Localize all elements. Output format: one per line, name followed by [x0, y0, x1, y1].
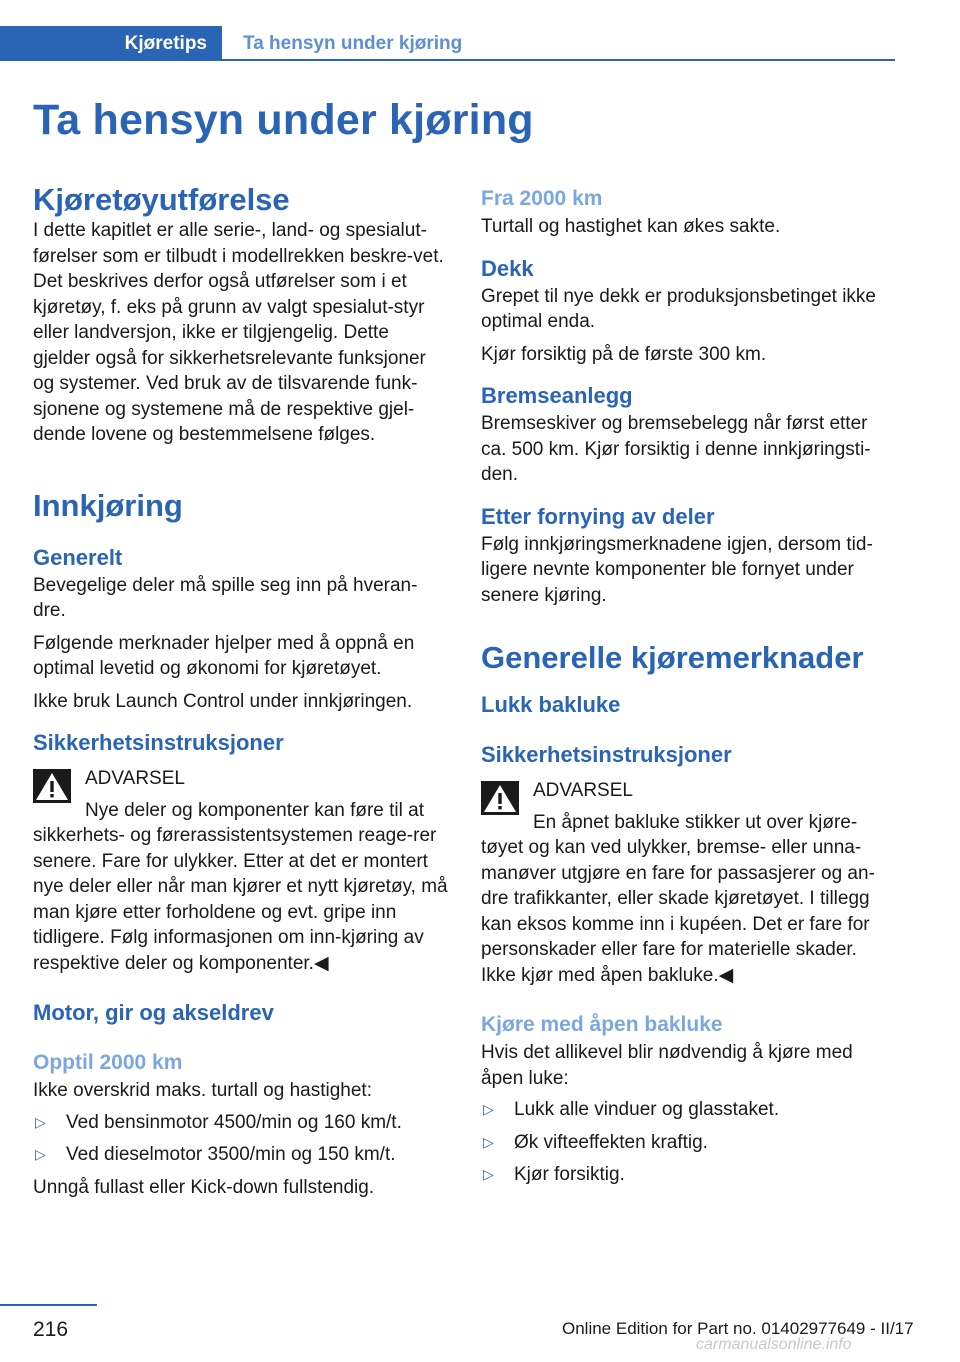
paragraph: Ikke overskrid maks. turtall og hastighet: — [33, 1080, 372, 1101]
subheading-opptil: Opptil 2000 km — [33, 1051, 183, 1074]
paragraph: Ikke bruk Launch Control under innkjøringen. — [33, 690, 413, 712]
paragraph: Kjør forsiktig på de første 300 km. — [481, 343, 767, 365]
chapter-tab[interactable]: Kjøretips — [0, 26, 222, 61]
footer-divider — [0, 1304, 97, 1306]
warning-block — [481, 778, 896, 988]
subheading-kjore-apen: Kjøre med åpen bakluke — [481, 1013, 723, 1036]
bullet-triangle-icon: ▷ — [35, 1146, 46, 1162]
header-bar — [0, 26, 895, 61]
online-edition-note: Online Edition for Part no. 01402977649 - II/17 — [562, 1319, 914, 1338]
subheading-generelt: Generelt — [33, 544, 123, 570]
warning-block — [33, 766, 448, 976]
paragraph: Turtall og hastighet kan økes sakte. — [481, 216, 781, 237]
bullet-list — [481, 1097, 896, 1188]
list-item: ▷ Ved bensinmotor 4500/min og 160 km/t. — [33, 1110, 448, 1136]
subheading-etter-fornying: Etter fornying av deler — [481, 503, 715, 529]
section-heading-innkjoring: Innkjøring — [33, 487, 183, 523]
paragraph: Grepet til nye dekk er produksjonsbetinget ikke optimal enda. — [481, 285, 876, 332]
subheading-bremseanlegg: Bremseanlegg — [481, 383, 633, 408]
warning-title: ADVARSEL — [533, 780, 633, 801]
bullet-triangle-icon: ▷ — [35, 1113, 46, 1130]
page-number: 216 — [33, 1318, 69, 1341]
list-item: ▷ Lukk alle vinduer og glasstaket. — [481, 1097, 896, 1123]
section-tab[interactable]: Ta hensyn under kjøring — [243, 32, 463, 54]
warning-triangle-icon — [33, 769, 71, 803]
paragraph: Følg innkjøringsmerknadene igjen, dersom tid-ligere nevnte komponenter ble fornyet under senere kjøring. — [481, 533, 873, 606]
paragraph: I dette kapitlet er alle serie-, land- og spesialut-førelser som er tilbudt i modellrekken beskre-vet. Det beskrives derfor også utførelser som i et kjøretøy, f. eks på grunn av valgt spesialut-styr eller landversjon, ikke er tilgjengelig. Dette gjelder også for sikkerhetsrelevante funksjoner og systemer. Ved bruk av de tilsvarende funk-sjonene og systemene må de respektive gjel-dende lovene og bestemmelsene følges. — [33, 220, 444, 445]
paragraph: Bevegelige deler må spille seg inn på hveran-dre. — [33, 574, 418, 621]
list-item: ▷ Ved dieselmotor 3500/min og 150 km/t. — [33, 1142, 448, 1168]
paragraph: Hvis det allikevel blir nødvendig å kjøre med åpen luke: — [481, 1042, 853, 1089]
subheading-safety: Sikkerhetsinstruksjoner — [33, 730, 284, 755]
subheading-fra: Fra 2000 km — [481, 187, 603, 210]
right-column — [481, 180, 896, 1195]
paragraph: Unngå fullast eller Kick-down fullstendig. — [33, 1176, 375, 1198]
warning-text-first-line: En åpnet bakluke stikker ut over kjøre- — [533, 811, 858, 833]
list-item: ▷ Kjør forsiktig. — [481, 1162, 896, 1188]
bullet-list — [33, 1110, 448, 1168]
warning-title: ADVARSEL — [85, 768, 185, 789]
list-item: ▷ Øk vifteeffekten kraftig. — [481, 1130, 896, 1156]
bullet-triangle-icon: ▷ — [483, 1133, 494, 1150]
page-title: Ta hensyn under kjøring — [33, 96, 534, 144]
subheading-lukk-bakluke: Lukk bakluke — [481, 692, 621, 717]
subheading-dekk: Dekk — [481, 255, 534, 281]
paragraph: Følgende merknader hjelper med å oppnå en optimal levetid og økonomi for kjøretøyet. — [33, 632, 415, 679]
warning-text-first-line: Nye deler og komponenter kan føre til at — [85, 799, 425, 821]
left-column — [33, 180, 448, 1200]
warning-text: sikkerhets- og førerassistentsystemen reage-rer senere. Fare for ulykker. Etter at det er montert nye deler eller når man kjører et nytt kjøretøy, må man kjøre etter forholdene og evt. gripe inn tidligere. Følg informasjonen om inn-kjøring av respektive deler og komponenter.◀ — [33, 825, 448, 974]
bullet-triangle-icon: ▷ — [483, 1101, 494, 1117]
subheading-motor: Motor, gir og akseldrev — [33, 1000, 274, 1025]
bullet-triangle-icon: ▷ — [483, 1166, 494, 1182]
warning-text: tøyet og kan ved ulykker, bremse- eller unna-manøver utgjøre en fare for passasjerer og an-dre trafikkanter, eller skade kjøretøyet. I tillegg kan eksos komme inn i kupéen. Det er fare for personskader eller fare for materielle skader. Ikke kjør med åpen bakluke.◀ — [481, 837, 875, 986]
warning-triangle-icon — [481, 781, 519, 815]
section-heading-kjoretoyutforelse: Kjøretøyutførelse — [33, 182, 290, 217]
subheading-safety: Sikkerhetsinstruksjoner — [481, 742, 732, 767]
paragraph: Bremseskiver og bremsebelegg når først etter ca. 500 km. Kjør forsiktig i denne innkjøringsti-den. — [481, 413, 871, 485]
section-heading-generelle: Generelle kjøremerknader — [481, 640, 864, 675]
watermark: carmanualsonline.info — [696, 1336, 852, 1353]
